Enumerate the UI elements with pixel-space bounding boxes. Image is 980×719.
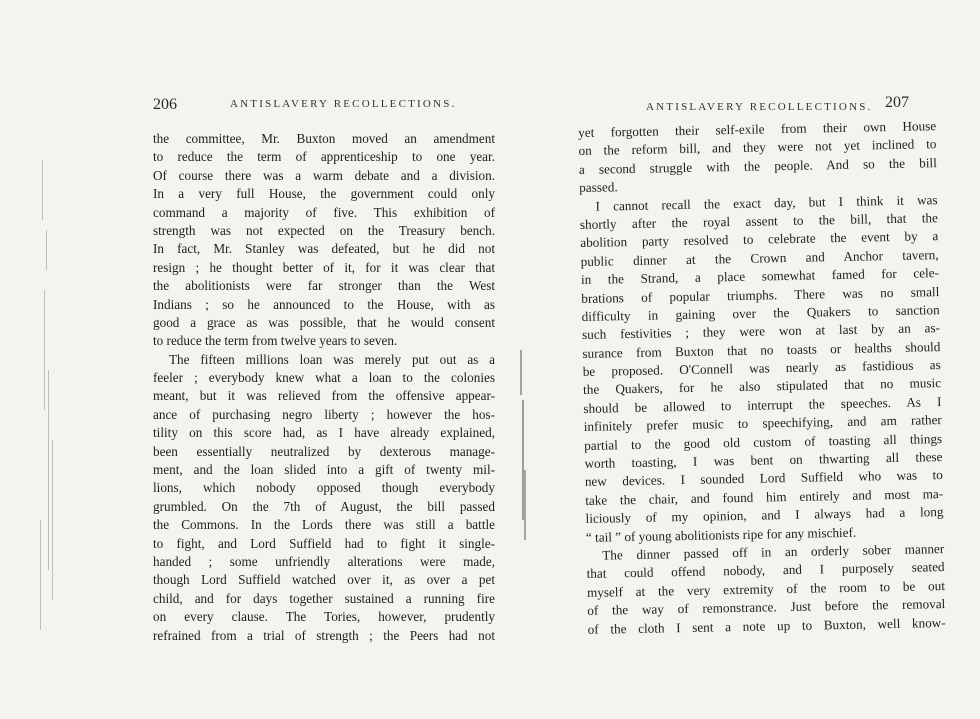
text-line: difficulty in gaining over the Quakers to sanction: [581, 301, 940, 324]
text-line: the abolitionists were far stronger than the West: [153, 278, 495, 294]
text-line: Indians ; so he announced to the House, with as: [153, 296, 495, 312]
text-line: feeler ; everybody knew what a loan to the colonies: [153, 370, 495, 386]
text-line: on the reform bill, and they were not yet inclined to: [578, 136, 937, 159]
text-line: such festivities ; they were won at last by an as-: [581, 320, 941, 343]
text-line: lions, which nobody opposed though everybody: [153, 480, 495, 496]
text-line: surance from Buxton that no toasts or healths should: [582, 338, 941, 361]
text-line: In fact, Mr. Stanley was defeated, but he did not: [153, 241, 495, 257]
text-line: I cannot recall the exact day, but I think it was: [595, 191, 938, 214]
text-line: in the Strand, a place somewhat famed for cele-: [580, 265, 940, 288]
text-line: the Commons. In the Lords there was still a battle: [153, 517, 495, 533]
text-line: should be allowed to interrupt the speeches. As I: [583, 393, 942, 416]
text-line: shortly after the royal assent to the bill, that the: [579, 210, 939, 232]
text-line: to reduce the term from twelve years to seven.: [153, 333, 398, 349]
text-line: The fifteen millions loan was merely put out as a: [169, 351, 495, 367]
text-line: on every clause. The Tories, however, prudently: [153, 609, 495, 625]
text-line: meant, but it was relieved from the offensive appear-: [153, 388, 495, 404]
running-head: ANTISLAVERY RECOLLECTIONS.: [230, 98, 457, 110]
text-line: good a grace as was possible, that he would consent: [153, 314, 495, 330]
text-line: Of course there was a warm debate and a division.: [153, 167, 495, 183]
text-line: passed.: [579, 179, 618, 196]
text-line: be proposed. O'Connell was nearly as fastidious as: [582, 357, 941, 380]
text-line: command a majority of five. This exhibition of: [153, 204, 495, 220]
right-page: [520, 0, 980, 719]
text-line: liciously of my opinion, and I always had a long: [585, 504, 944, 527]
text-line: The dinner passed off in an orderly sober manner: [602, 541, 945, 563]
text-line: child, and for days together sustained a running fire: [153, 590, 495, 606]
text-line: the committee, Mr. Buxton moved an amendment: [153, 131, 495, 146]
text-line: brations of popular triumphs. There was no small: [581, 283, 940, 306]
text-line: In a very full House, the government could only: [153, 186, 495, 202]
body-text: [153, 130, 495, 645]
scan-edge-marks: [30, 140, 70, 660]
text-line: grumbled. On the 7th of August, the bill passed: [153, 498, 495, 514]
running-head: ANTISLAVERY RECOLLECTIONS.: [646, 101, 873, 113]
body-text: [578, 117, 946, 639]
text-line: to fight, and Lord Suffield had to fight it single-: [153, 535, 495, 551]
text-line: that could offend nobody, and I purposely seated: [586, 559, 945, 582]
text-line: of the cloth I sent a note up to Buxton, well know-: [587, 614, 946, 637]
text-line: tility on this score had, as I have already explained,: [153, 425, 495, 441]
text-line: abolition party resolved to celebrate the event by a: [580, 228, 939, 251]
text-line: been essentially neutralized by dexterous manage-: [153, 443, 495, 459]
text-line: refrained from a trial of strength ; the Peers had not: [153, 627, 495, 643]
text-line: public dinner at the Crown and Anchor tavern,: [580, 246, 939, 269]
text-line: infinitely prefer music to speechifying, and am rather: [583, 412, 942, 435]
text-line: yet forgotten their self-exile from their own House: [578, 118, 937, 140]
text-line: “ tail ” of young abolitionists ripe for any mischief.: [585, 524, 857, 545]
text-line: worth toasting, I was bent on thwarting all these: [584, 449, 943, 471]
text-line: ment, and the loan slided into a gift of twenty mil-: [153, 462, 495, 478]
text-line: though Lord Suffield watched over it, as over a pet: [153, 572, 495, 588]
text-line: ance of purchasing negro liberty ; however the hos-: [153, 406, 495, 422]
text-line: of the way of remonstrance. Just before the removal: [587, 596, 946, 619]
text-line: strength was not expected on the Treasury bench.: [153, 222, 495, 238]
text-line: handed ; some unfriendly alterations were made,: [153, 553, 495, 569]
text-line: to reduce the term of apprenticeship to one year.: [153, 149, 495, 165]
text-line: take the chair, and found him entirely and most ma-: [585, 485, 944, 508]
page-number: 207: [885, 94, 909, 111]
text-line: resign ; he thought better of it, for it was clear that: [153, 259, 495, 275]
text-line: a second struggle with the people. And so the bill: [578, 154, 937, 177]
text-line: myself at the very extremity of the room to be out: [586, 577, 946, 600]
page-number: 206: [153, 96, 177, 113]
text-line: partial to the good old custom of toasting all things: [584, 430, 943, 453]
text-line: new devices. I sounded Lord Suffield who was to: [584, 467, 943, 490]
text-line: the Quakers, for he also stipulated that no music: [582, 375, 942, 398]
